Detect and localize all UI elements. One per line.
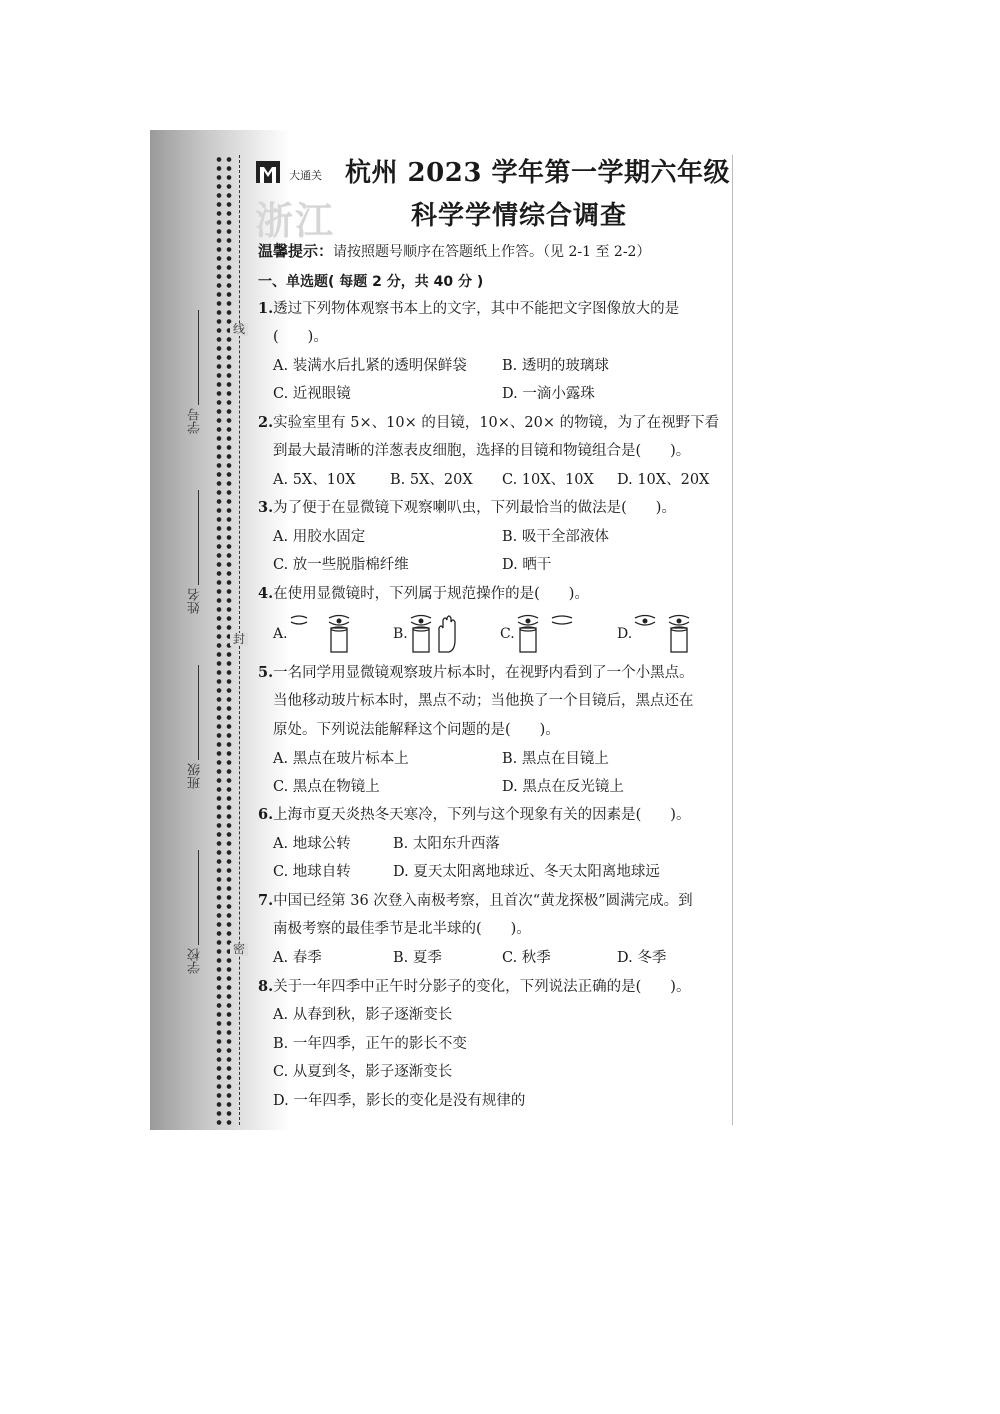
open-eye-closed-eye-icon: [514, 614, 584, 654]
question-text: 原处。下列说法能解释这个问题的是( )。: [273, 722, 560, 738]
question-number: 8.: [258, 978, 274, 995]
question-number: 6.: [258, 806, 274, 823]
question-text: 实验室里有 5×、10× 的目镜，10×、20× 的物镜，为了在视野下看: [273, 415, 720, 431]
option-a[interactable]: A. 装满水后扎紧的透明保鲜袋: [273, 358, 467, 374]
option-d[interactable]: D. 黑点在反光镜上: [502, 779, 624, 795]
student-id-label: 学号: [188, 408, 203, 434]
question-text: 上海市夏天炎热冬天寒冷，下列与这个现象有关的因素是( )。: [273, 807, 691, 823]
option-c[interactable]: C. 放一些脱脂棉纤维: [273, 557, 409, 573]
question-2-stem: [258, 414, 719, 432]
question-7-stem: [258, 892, 693, 910]
seal-mark-line: 线: [230, 323, 248, 336]
option-b[interactable]: B. 黑点在目镜上: [502, 751, 609, 767]
section-title: 一、单选题( 每题 2 分，共 40 分 ): [258, 274, 484, 290]
school-field[interactable]: [188, 850, 208, 980]
perforation-dots: [216, 155, 222, 1125]
question-text: 一名同学用显微镜观察玻片标本时，在视野内看到了一个小黑点。: [273, 665, 694, 681]
question-text: ( )。: [273, 329, 328, 345]
reminder: [258, 240, 650, 261]
option-letter: D.: [617, 626, 633, 642]
question-number: 5.: [258, 664, 274, 681]
option-c[interactable]: [500, 614, 590, 654]
school-label: 学校: [188, 948, 203, 974]
question-text: 在使用显微镜时，下列属于规范操作的是( )。: [273, 586, 589, 602]
student-id-field[interactable]: [188, 310, 208, 440]
option-a[interactable]: A. 黑点在玻片标本上: [273, 751, 409, 767]
question-3-stem: [258, 499, 676, 517]
option-b[interactable]: B. 太阳东升西落: [393, 836, 500, 852]
option-letter: C.: [500, 626, 515, 642]
option-a[interactable]: A. 地球公转: [273, 836, 351, 852]
reminder-label: 温馨提示：: [258, 242, 334, 260]
question-number: 7.: [258, 892, 274, 909]
question-text: 透过下列物体观察书本上的文字，其中不能把文字图像放大的是: [273, 301, 680, 317]
option-c[interactable]: C. 黑点在物镜上: [273, 779, 380, 795]
option-c[interactable]: C. 近视眼镜: [273, 386, 351, 402]
option-d[interactable]: D. 夏天太阳离地球近、冬天太阳离地球远: [393, 864, 660, 880]
option-d[interactable]: D. 冬季: [617, 950, 667, 966]
seal-mark-seal: 封: [230, 633, 248, 646]
option-b[interactable]: B. 一年四季，正午的影长不变: [273, 1036, 467, 1052]
class-label: 班级: [188, 763, 203, 789]
option-a[interactable]: A. 用胶水固定: [273, 529, 366, 545]
closed-eye-open-eye-icon: [287, 614, 357, 654]
brand-logo-icon: [255, 158, 281, 184]
page-title: 杭州 2023 学年第一学期六年级: [345, 158, 730, 188]
both-eyes-open-icon: [631, 614, 701, 654]
question-text: 关于一年四季中正午时分影子的变化，下列说法正确的是( )。: [273, 979, 691, 995]
question-number: 1.: [258, 300, 274, 317]
eye-covered-by-hand-icon: [407, 614, 467, 654]
right-border-line: [732, 155, 733, 1125]
question-text: 南极考察的最佳季节是北半球的( )。: [273, 921, 531, 937]
option-c[interactable]: C. 地球自转: [273, 864, 351, 880]
option-c[interactable]: C. 秋季: [502, 950, 551, 966]
name-label: 姓名: [188, 588, 203, 614]
option-b[interactable]: B. 5X、20X: [390, 472, 473, 488]
question-number: 3.: [258, 499, 274, 516]
option-a[interactable]: A. 春季: [273, 950, 322, 966]
question-number: 4.: [258, 585, 274, 602]
question-5-stem: [258, 664, 694, 682]
class-field[interactable]: [188, 665, 208, 795]
question-text: 中国已经第 36 次登入南极考察，且首次“黄龙探极”圆满完成。到: [273, 893, 693, 909]
name-field[interactable]: [188, 490, 208, 620]
option-b[interactable]: B. 透明的玻璃球: [502, 358, 609, 374]
option-c[interactable]: C. 10X、10X: [502, 472, 594, 488]
option-d[interactable]: [617, 614, 707, 654]
question-1-stem: [258, 300, 679, 318]
question-text: 为了便于在显微镜下观察喇叭虫，下列最恰当的做法是( )。: [273, 500, 676, 516]
brand-name: 大通关: [289, 169, 322, 182]
option-letter: A.: [273, 626, 288, 642]
option-letter: B.: [393, 626, 408, 642]
question-text: 当他移动玻片标本时，黑点不动；当他换了一个目镜后，黑点还在: [273, 693, 694, 709]
region-stamp: 浙江: [255, 198, 336, 243]
option-a[interactable]: A. 5X、10X: [273, 472, 356, 488]
option-b[interactable]: B. 吸干全部液体: [502, 529, 609, 545]
option-b[interactable]: [393, 614, 473, 654]
option-b[interactable]: B. 夏季: [393, 950, 442, 966]
option-d[interactable]: D. 一年四季，影长的变化是没有规律的: [273, 1093, 526, 1109]
option-a[interactable]: A. 从春到秋，影子逐渐变长: [273, 1007, 453, 1023]
seal-mark-secret: 密: [230, 943, 248, 956]
question-4-stem: [258, 585, 589, 603]
option-d[interactable]: D. 晒干: [502, 557, 552, 573]
question-6-stem: [258, 806, 690, 824]
option-c[interactable]: C. 从夏到冬，影子逐渐变长: [273, 1064, 453, 1080]
question-text: 到最大最清晰的洋葱表皮细胞，选择的目镜和物镜组合是( )。: [273, 443, 691, 459]
option-a[interactable]: [273, 614, 363, 654]
page-subtitle: 科学学情综合调查: [411, 201, 628, 231]
question-8-stem: [258, 978, 690, 996]
option-d[interactable]: D. 一滴小露珠: [502, 386, 595, 402]
option-d[interactable]: D. 10X、20X: [617, 472, 710, 488]
reminder-text: 请按照题号顺序在答题纸上作答。（见 2-1 至 2-2）: [333, 244, 651, 260]
question-number: 2.: [258, 414, 274, 431]
